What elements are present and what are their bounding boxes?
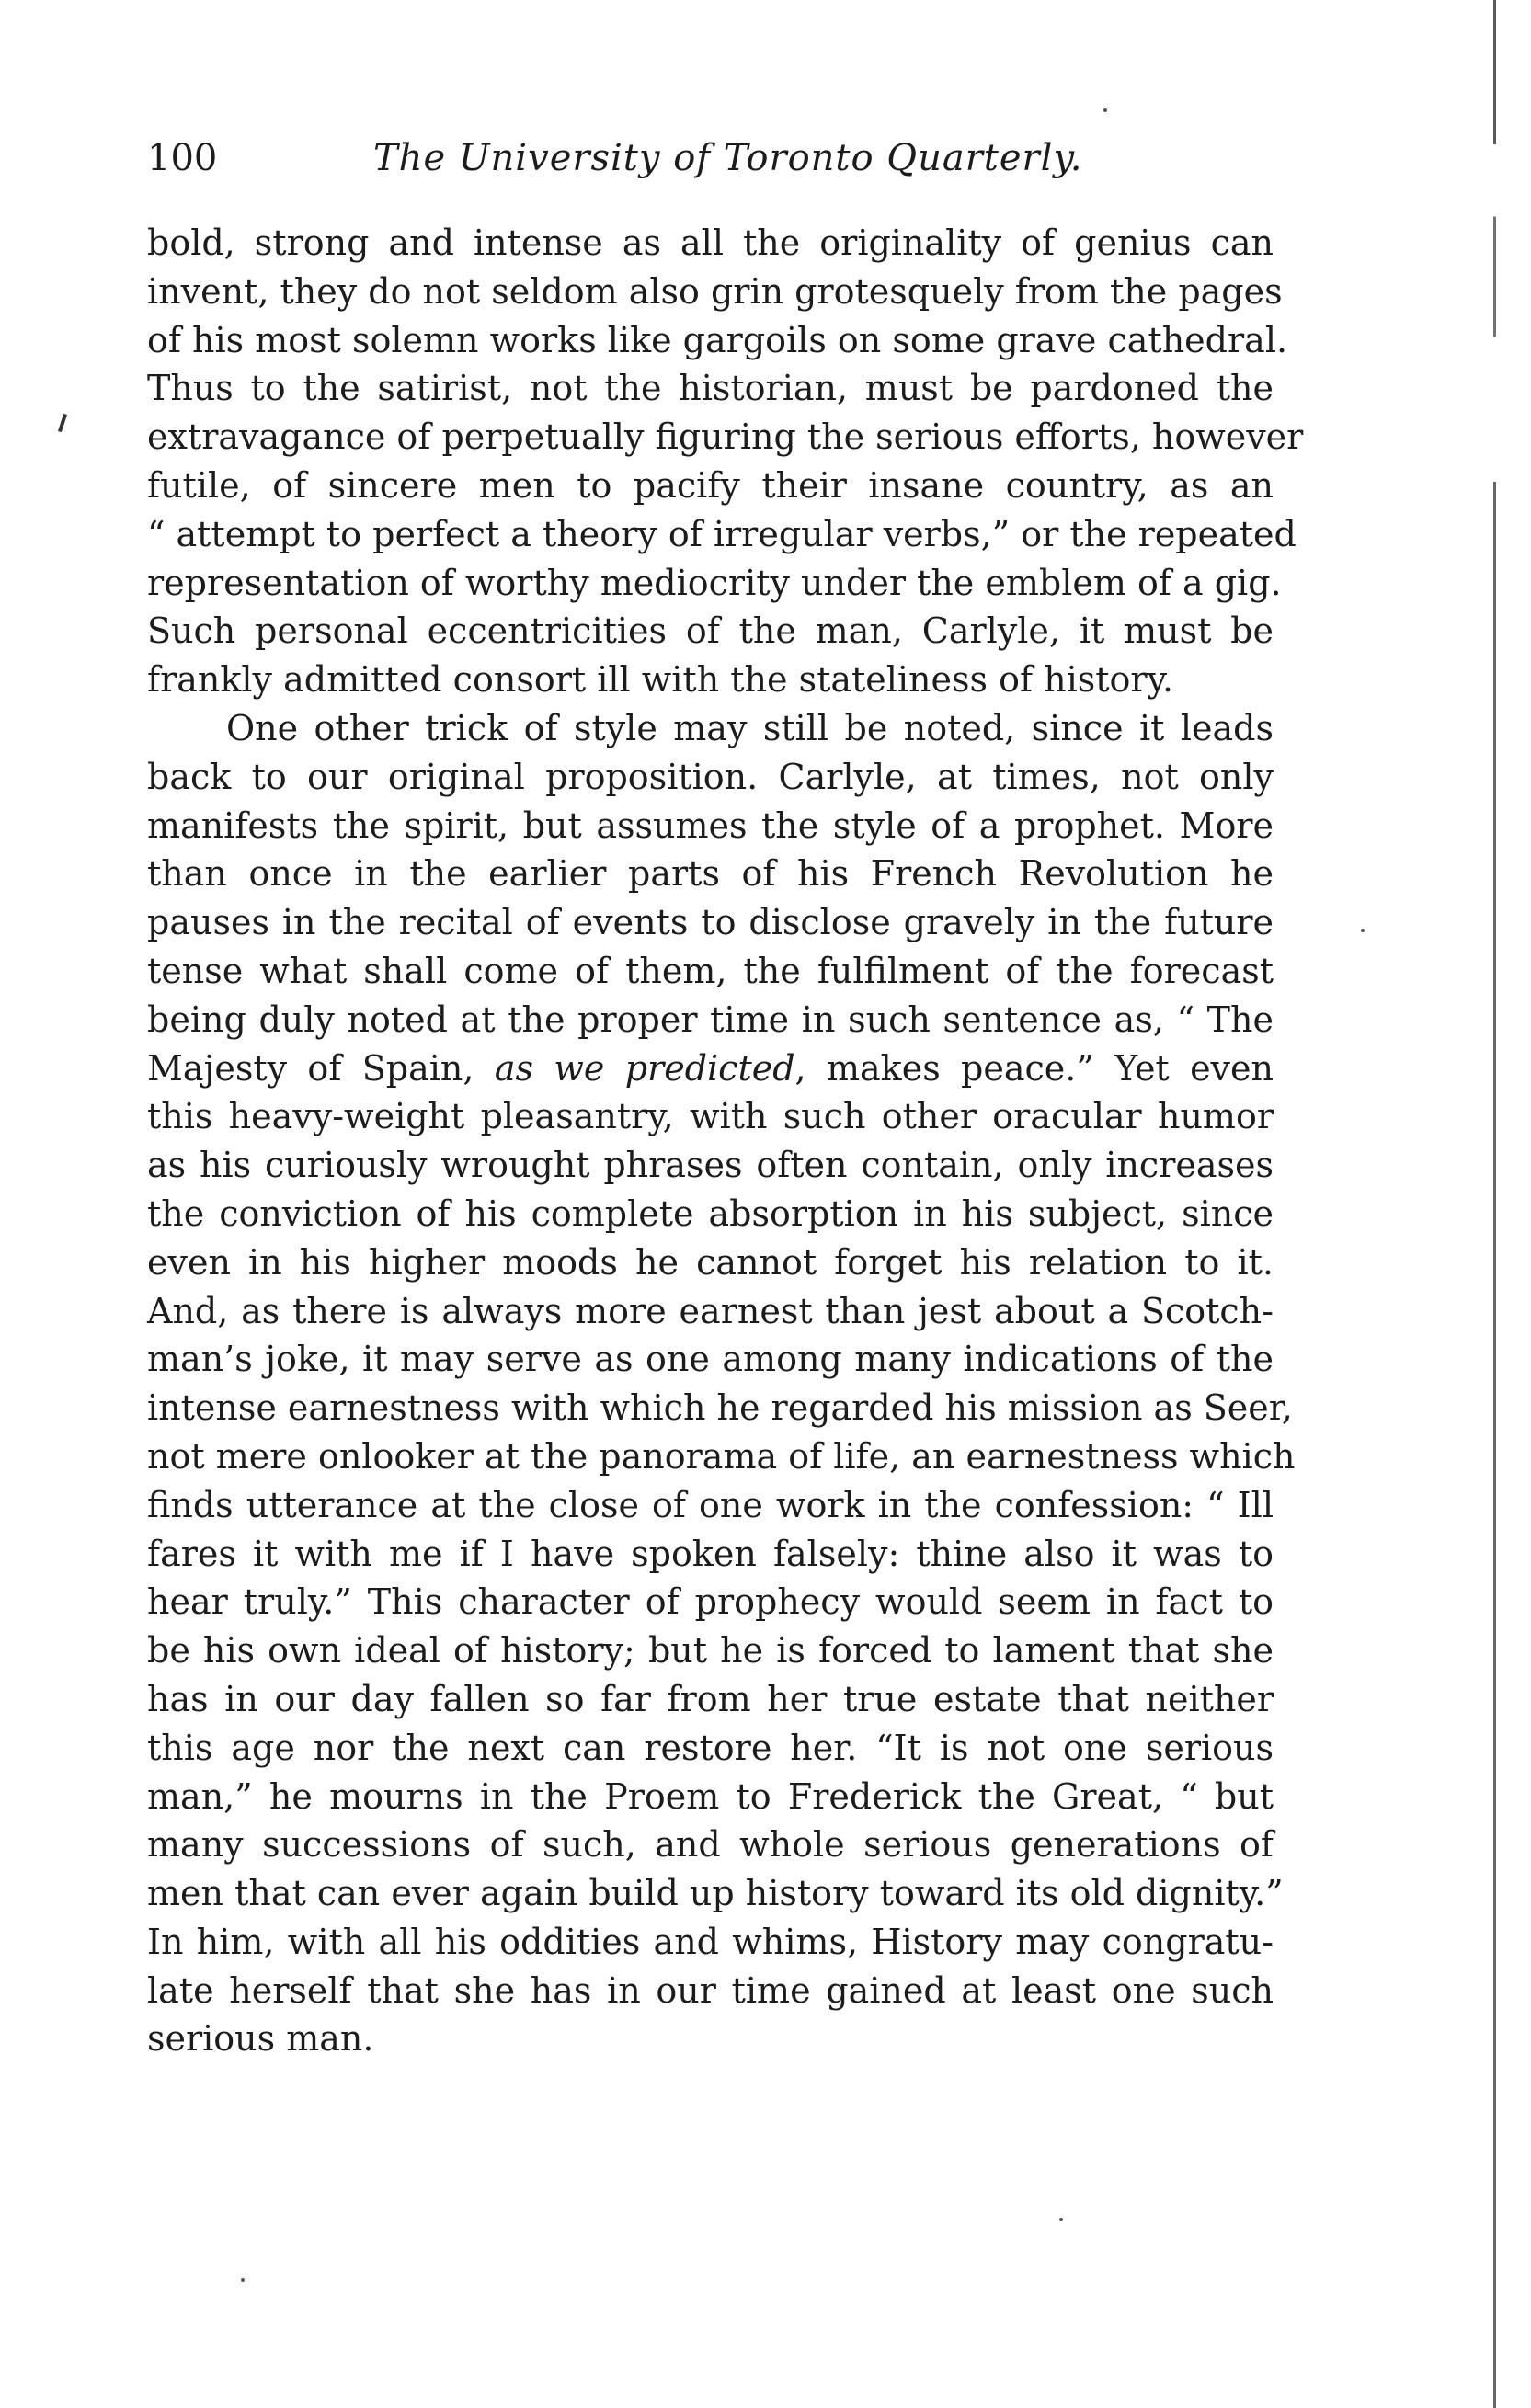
text-line: pauses in the recital of events to disclose gravely in the future xyxy=(147,902,1274,943)
text-line: extravagance of perpetually figuring the serious efforts, however xyxy=(147,417,1304,458)
margin-mark xyxy=(58,414,67,432)
text-line: be his own ideal of history; but he is forced to lament that she xyxy=(147,1630,1274,1672)
italic-phrase: as we predicted xyxy=(494,1047,795,1089)
text-line: men that can ever again build up history toward its old dignity.” xyxy=(147,1873,1284,1914)
text-line: representation of worthy mediocrity under the emblem of a gig. xyxy=(147,562,1282,603)
binding-edge xyxy=(1493,0,1496,2408)
text-line: futile, of sincere men to pacify their insane country, as an xyxy=(147,464,1274,506)
paragraph-first-line: One other trick of style may still be noted, since it leads xyxy=(226,707,1274,748)
text-line: man’s joke, it may serve as one among many indications of the xyxy=(147,1339,1274,1380)
text-line: frankly admitted consort ill with the stateliness of history. xyxy=(147,659,1174,701)
text-line: late herself that she has in our time gained at least one such xyxy=(147,1969,1274,2011)
scan-speck xyxy=(1361,929,1365,932)
text-line: hear truly.” This character of prophecy would seem in fact to xyxy=(147,1581,1274,1623)
text-line: man,” he mourns in the Proem to Frederick the Great, “ but xyxy=(147,1775,1274,1817)
text-line: “ attempt to perfect a theory of irregular verbs,” or the repeated xyxy=(147,513,1297,554)
text-line: back to our original proposition. Carlyle, at times, not only xyxy=(147,756,1274,797)
text-line: serious man. xyxy=(147,2018,374,2060)
text-line: has in our day fallen so far from her true estate that neither xyxy=(147,1678,1274,1719)
text-line: intense earnestness with which he regarded his mission as Seer, xyxy=(147,1387,1293,1429)
text-line: In him, with all his oddities and whims, History may congratu- xyxy=(147,1921,1274,1962)
text-line: tense what shall come of them, the fulfilment of the forecast xyxy=(147,950,1274,991)
text-line: of his most solemn works like gargoils on some grave cathedral. xyxy=(147,319,1288,360)
text-line: fares it with me if I have spoken falsely: thine also it was to xyxy=(147,1533,1274,1574)
page-number: 100 xyxy=(147,137,218,179)
journal-title: The University of Toronto Quarterly. xyxy=(373,137,1083,179)
text-line: invent, they do not seldom also grin grotesquely from the pages xyxy=(147,270,1283,312)
text-line: as his curiously wrought phrases often contain, only increases xyxy=(147,1145,1274,1186)
text-line: this age nor the next can restore her. “It is not one serious xyxy=(147,1727,1274,1768)
scan-speck xyxy=(1059,2218,1063,2221)
text-line: Thus to the satirist, not the historian, must be pardoned the xyxy=(147,368,1274,409)
text-line: many successions of such, and whole serious generations of xyxy=(147,1824,1274,1866)
scan-speck xyxy=(241,2278,245,2282)
text-line: manifests the spirit, but assumes the style of a prophet. More xyxy=(147,805,1274,846)
text-line: even in his higher moods he cannot forget his relation to it. xyxy=(147,1241,1274,1283)
text-line: than once in the earlier parts of his French Revolution he xyxy=(147,853,1274,895)
text-line: not mere onlooker at the panorama of life, an earnestness which xyxy=(147,1435,1296,1477)
text-line: the conviction of his complete absorption in his subject, since xyxy=(147,1193,1274,1234)
scan-speck xyxy=(1103,108,1107,112)
text-line: Such personal eccentricities of the man, Carlyle, it must be xyxy=(147,611,1274,652)
body-text xyxy=(147,219,1304,2063)
text-line: And, as there is always more earnest than jest about a Scotch- xyxy=(147,1290,1274,1331)
text-line: being duly noted at the proper time in such sentence as, “ The xyxy=(147,999,1274,1040)
text-line: finds utterance at the close of one work in the confession: “ Ill xyxy=(147,1484,1274,1525)
running-head xyxy=(147,131,1287,186)
text-line: Majesty of Spain, as we predicted, makes peace.” Yet even xyxy=(147,1047,1274,1089)
text-line: this heavy-weight pleasantry, with such other oracular humor xyxy=(147,1096,1274,1137)
text-line: bold, strong and intense as all the originality of genius can xyxy=(147,223,1274,263)
